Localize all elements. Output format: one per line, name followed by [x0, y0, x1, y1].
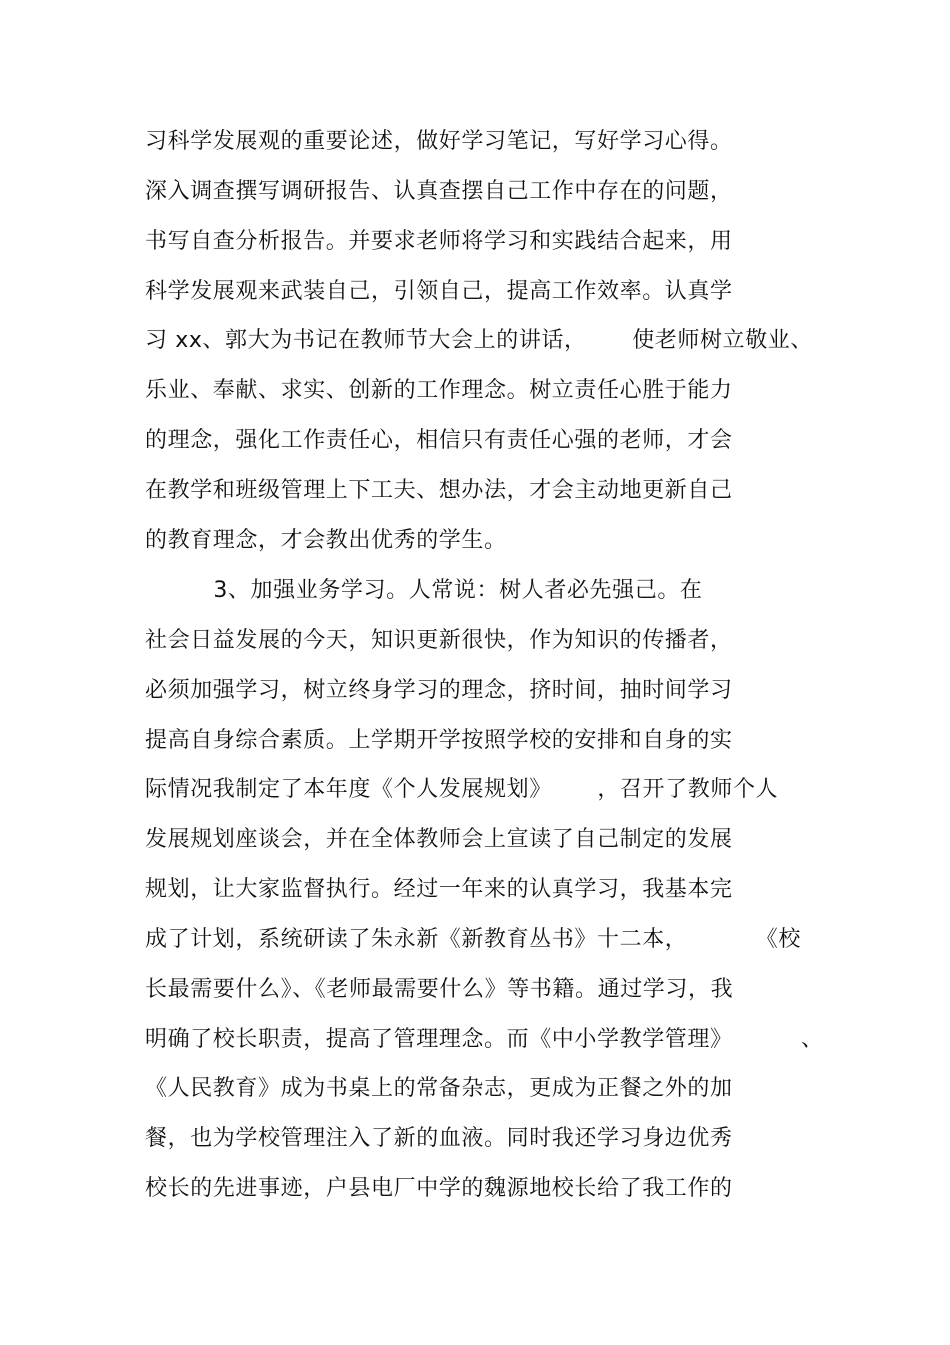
text-line: 成了计划，系统研读了朱永新《新教育丛书》十二本， 《校	[145, 927, 801, 952]
text-line: 的理念，强化工作责任心，相信只有责任心强的老师，才会	[145, 428, 733, 453]
text-line: 深入调查撰写调研报告、认真查摆自己工作中存在的问题，	[145, 179, 733, 204]
text-line: 习 xx、郭大为书记在教师节大会上的讲话， 使老师树立敬业、	[145, 328, 813, 353]
text-line: 餐，也为学校管理注入了新的血液。同时我还学习身边优秀	[145, 1126, 733, 1151]
text-line: 发展规划座谈会，并在全体教师会上宣读了自己制定的发展	[145, 827, 733, 852]
text-line: 必须加强学习，树立终身学习的理念，挤时间，抽时间学习	[145, 678, 733, 703]
text-line: 际情况我制定了本年度《个人发展规划》 ，召开了教师个人	[145, 777, 779, 802]
text-line: 书写自查分析报告。并要求老师将学习和实践结合起来，用	[145, 229, 733, 254]
text-line: 提高自身综合素质。上学期开学按照学校的安排和自身的实	[145, 728, 733, 753]
text-line: 规划，让大家监督执行。经过一年来的认真学习，我基本完	[145, 877, 733, 902]
text-line: 明确了校长职责，提高了管理理念。而《中小学教学管理》 、	[145, 1027, 824, 1052]
text-line: 《人民教育》成为书桌上的常备杂志，更成为正餐之外的加	[145, 1076, 733, 1101]
text-line: 校长的先进事迹，户县电厂中学的魏源地校长给了我工作的	[145, 1176, 733, 1201]
text-line: 的教育理念，才会教出优秀的学生。	[145, 528, 507, 553]
text-line: 科学发展观来武装自己，引领自己，提高工作效率。认真学	[145, 279, 733, 304]
text-line: 社会日益发展的今天，知识更新很快，作为知识的传播者，	[145, 628, 733, 653]
text-line: 乐业、奉献、求实、创新的工作理念。树立责任心胜于能力	[145, 378, 733, 403]
text-line: 习科学发展观的重要论述，做好学习笔记，写好学习心得。	[145, 129, 733, 154]
section-heading-line: 3、加强业务学习。人常说：树人者必先强己。在	[145, 578, 703, 603]
text-line: 在教学和班级管理上下工夫、想办法，才会主动地更新自己	[145, 478, 733, 503]
text-line: 长最需要什么》、《老师最需要什么》等书籍。通过学习，我	[145, 977, 734, 1002]
